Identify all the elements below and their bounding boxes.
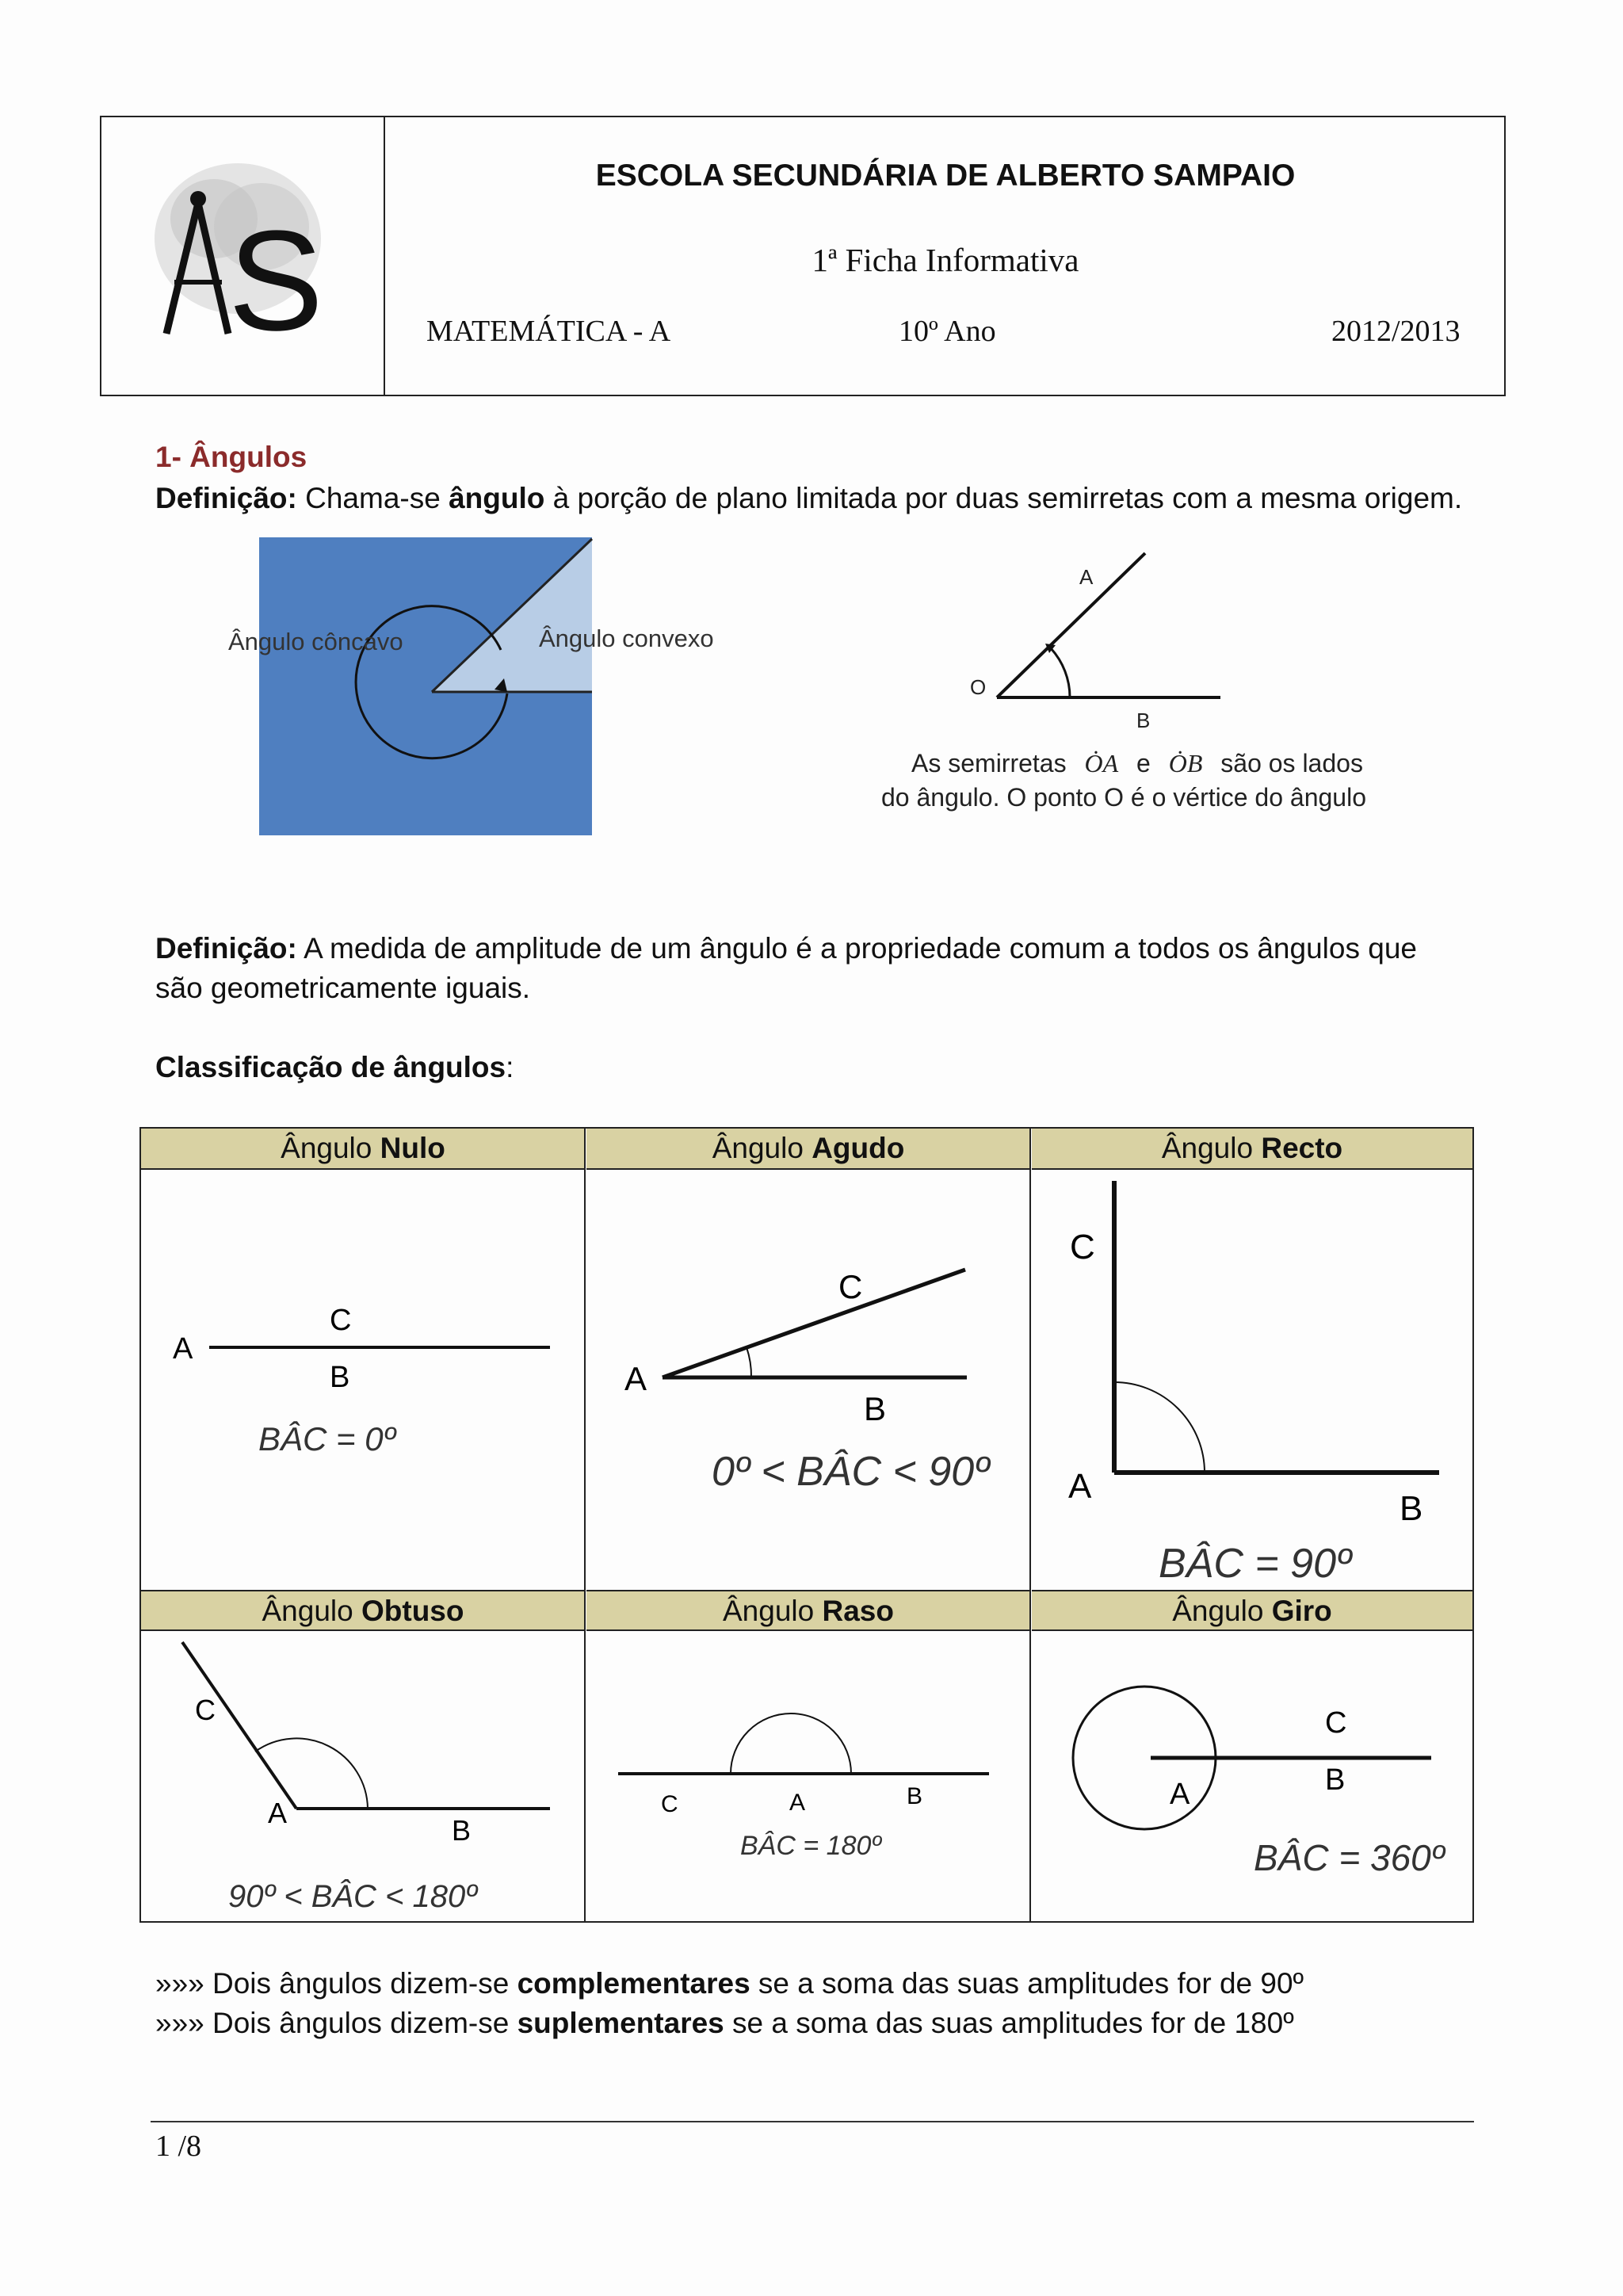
label-b: B	[1400, 1489, 1423, 1528]
header-giro: Ângulo Giro	[1032, 1590, 1472, 1631]
ray-ob-symbol: ȮB	[1168, 749, 1203, 777]
formula: BÂC = 180º	[740, 1831, 881, 1861]
caption-text: são os lados	[1220, 749, 1363, 777]
label-c: C	[838, 1268, 863, 1305]
label-c: C	[195, 1694, 216, 1726]
formula: BÂC = 360º	[1254, 1837, 1445, 1878]
label-a: A	[173, 1332, 193, 1366]
page-number: 1 /8	[155, 2130, 202, 2163]
note-complementares	[155, 1964, 1304, 2004]
label-a: A	[624, 1360, 647, 1397]
header-recto: Ângulo Recto	[1032, 1129, 1472, 1170]
point-o-label: O	[970, 675, 987, 699]
label-b: B	[907, 1783, 923, 1809]
table-divider	[584, 1127, 586, 1923]
label-a: A	[1170, 1778, 1190, 1811]
label-a: A	[789, 1790, 806, 1816]
logo-letter: S	[228, 201, 324, 346]
caption-text: e	[1136, 749, 1151, 777]
label-b: B	[330, 1361, 350, 1394]
school-logo	[143, 155, 325, 346]
concave-label: Ângulo côncavo	[228, 628, 403, 655]
angle-aob-figure	[872, 547, 1474, 816]
label-c: C	[1070, 1228, 1095, 1266]
section-title: 1- Ângulos	[155, 441, 307, 473]
definition-text: Chama-se	[296, 482, 449, 514]
definition-text: A medida de amplitude de um ângulo é a propriedade comum a todos os ângulos que	[296, 932, 1417, 965]
definition-text: à porção de plano limitada por duas semirretas com a mesma origem.	[544, 482, 1463, 514]
figure-agudo	[586, 1171, 1030, 1588]
subject: MATEMÁTICA - A	[426, 315, 671, 348]
label-b: B	[1325, 1763, 1346, 1797]
figure-raso	[586, 1633, 1030, 1921]
label-c: C	[1325, 1706, 1347, 1740]
ray-oa-symbol: ȮA	[1084, 749, 1119, 777]
label-b: B	[452, 1814, 472, 1847]
figure-obtuso	[141, 1633, 583, 1921]
formula: 90º < BÂC < 180º	[228, 1879, 477, 1914]
document-title: 1ª Ficha Informativa	[812, 242, 1079, 278]
caption-text: As semirretas	[911, 749, 1067, 777]
definition-term: ângulo	[449, 482, 545, 514]
note-text: »»» Dois ângulos dizem-se	[155, 2007, 517, 2039]
caption-line-1	[911, 749, 1363, 777]
header-obtuso: Ângulo Obtuso	[141, 1590, 585, 1631]
definition-label: Definição:	[155, 482, 297, 514]
header-nulo: Ângulo Nulo	[141, 1129, 585, 1170]
label-a: A	[1068, 1467, 1092, 1506]
definition-label: Definição:	[155, 932, 297, 965]
classification-heading: Classificação de ângulos:	[155, 1051, 514, 1083]
point-b-label: B	[1136, 709, 1151, 732]
figure-nulo	[141, 1171, 583, 1588]
classification-label: Classificação de ângulos	[155, 1051, 506, 1083]
point-a-label: A	[1079, 565, 1094, 589]
formula: 0º < BÂC < 90º	[712, 1449, 990, 1495]
note-text: se a soma das suas amplitudes for de 90º	[750, 1967, 1304, 2000]
footer-line	[151, 2121, 1474, 2122]
figure-giro	[1032, 1633, 1472, 1921]
header-agudo: Ângulo Agudo	[586, 1129, 1030, 1170]
figure-recto	[1032, 1171, 1472, 1588]
definition-1	[155, 479, 1462, 518]
label-c: C	[661, 1791, 678, 1817]
note-term: complementares	[517, 1967, 750, 2000]
definition-text: são geometricamente iguais.	[155, 972, 531, 1004]
convex-label: Ângulo convexo	[539, 625, 714, 652]
school-grade: 10º Ano	[899, 315, 996, 348]
note-term: suplementares	[517, 2007, 724, 2039]
note-suplementares	[155, 2004, 1294, 2043]
label-a: A	[268, 1797, 288, 1829]
formula: BÂC = 90º	[1159, 1541, 1352, 1587]
label-b: B	[864, 1390, 887, 1427]
caption-line-2: do ângulo. O ponto O é o vértice do ângulo	[881, 783, 1366, 812]
school-year: 2012/2013	[1331, 315, 1461, 348]
note-text: »»» Dois ângulos dizem-se	[155, 1967, 517, 2000]
concave-convex-figure	[214, 531, 753, 840]
label-c: C	[330, 1304, 352, 1337]
definition-2	[155, 929, 1417, 1008]
note-text: se a soma das suas amplitudes for de 180º	[724, 2007, 1294, 2039]
formula: BÂC = 0º	[258, 1420, 395, 1457]
header-raso: Ângulo Raso	[586, 1590, 1030, 1631]
school-name: ESCOLA SECUNDÁRIA DE ALBERTO SAMPAIO	[595, 159, 1296, 193]
